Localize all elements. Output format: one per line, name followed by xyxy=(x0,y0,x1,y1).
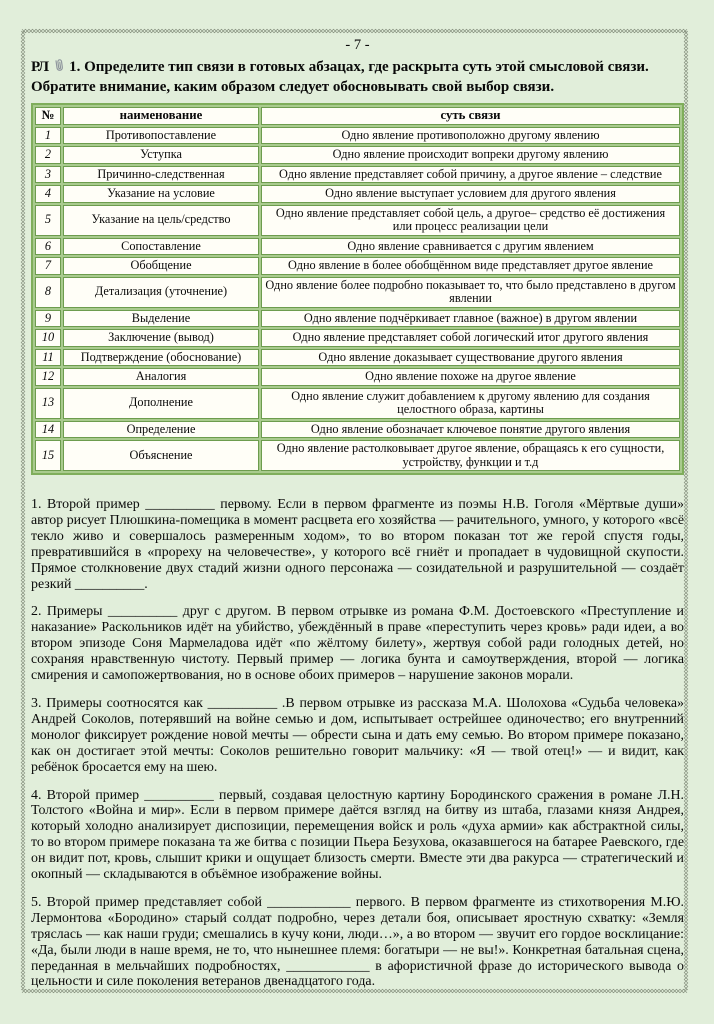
table-row xyxy=(35,127,680,145)
table-row xyxy=(35,440,680,471)
row-number-cell: 9 xyxy=(35,310,61,328)
row-essence-cell: Одно явление в более обобщённом виде представляет другое явление xyxy=(261,257,680,275)
table-row xyxy=(35,238,680,256)
row-name-cell: Уступка xyxy=(63,146,259,164)
exercise-paragraph: 2. Примеры __________ друг с другом. В первом отрывке из романа Ф.М. Достоевского «Преступление и наказание» Раскольников идёт на убийство, убеждённый в праве «переступить через кровь» ради идеи, а во втором эпизоде Соня Мармеладова идёт «по жёлтому билету», жертвуя собой ради голодных детей, но сохраняя нравственную чистоту. Первый пример — логика бунта и самоутверждения, второй — логика смирения и самопожертвования, но в основе обоих примеров – нарушение законов морали. xyxy=(31,604,684,684)
link-types-table-body xyxy=(35,127,680,472)
row-name-cell: Выделение xyxy=(63,310,259,328)
row-name-cell: Объяснение xyxy=(63,440,259,471)
row-essence-cell: Одно явление противоположно другому явлению xyxy=(261,127,680,145)
table-row xyxy=(35,277,680,308)
row-number-cell: 11 xyxy=(35,349,61,367)
row-name-cell: Детализация (уточнение) xyxy=(63,277,259,308)
row-name-cell: Указание на условие xyxy=(63,185,259,203)
row-essence-cell: Одно явление происходит вопреки другому явлению xyxy=(261,146,680,164)
col-header-name: наименование xyxy=(63,107,259,125)
row-essence-cell: Одно явление служит добавлением к другому явлению для создания целостного образа, картины xyxy=(261,388,680,419)
row-essence-cell: Одно явление более подробно показывает то, что было представлено в другом явлении xyxy=(261,277,680,308)
table-row xyxy=(35,388,680,419)
row-name-cell: Заключение (вывод) xyxy=(63,329,259,347)
row-number-cell: 14 xyxy=(35,421,61,439)
table-row xyxy=(35,166,680,184)
row-name-cell: Определение xyxy=(63,421,259,439)
table-row xyxy=(35,185,680,203)
table-row xyxy=(35,329,680,347)
task-title-line1: 1. Определите тип связи в готовых абзацах, где раскрыта суть этой смысловой связи. xyxy=(69,59,649,75)
row-name-cell: Дополнение xyxy=(63,388,259,419)
row-essence-cell: Одно явление доказывает существование другого явления xyxy=(261,349,680,367)
row-essence-cell: Одно явление сравнивается с другим явлением xyxy=(261,238,680,256)
table-header-row xyxy=(35,107,680,125)
row-name-cell: Сопоставление xyxy=(63,238,259,256)
row-name-cell: Причинно-следственная xyxy=(63,166,259,184)
row-number-cell: 6 xyxy=(35,238,61,256)
row-number-cell: 3 xyxy=(35,166,61,184)
task-code-label: РЛ xyxy=(31,59,50,75)
table-row xyxy=(35,146,680,164)
row-essence-cell: Одно явление обозначает ключевое понятие другого явления xyxy=(261,421,680,439)
page-number: - 7 - xyxy=(345,37,370,53)
row-essence-cell: Одно явление представляет собой цель, а другое– средство её достижения или процесс реализации цели xyxy=(261,205,680,236)
row-number-cell: 15 xyxy=(35,440,61,471)
link-types-table xyxy=(31,103,684,475)
row-name-cell: Указание на цель/средство xyxy=(63,205,259,236)
row-essence-cell: Одно явление представляет собой причину, а другое явление – следствие xyxy=(261,166,680,184)
table-row xyxy=(35,310,680,328)
task-title-line2: Обратите внимание, каким образом следует обосновывать свой выбор связи. xyxy=(31,78,555,95)
row-number-cell: 5 xyxy=(35,205,61,236)
table-row xyxy=(35,205,680,236)
row-essence-cell: Одно явление выступает условием для другого явления xyxy=(261,185,680,203)
row-number-cell: 13 xyxy=(35,388,61,419)
table-row xyxy=(35,368,680,386)
row-number-cell: 7 xyxy=(35,257,61,275)
exercise-paragraph: 5. Второй пример представляет собой ____________ первого. В первом фрагменте из стихотворения М.Ю. Лермонтова «Бородино» старый солдат подробно, через детали боя, описывает яростную схватку: «Земля тряслась — как наши груди; смешались в кучу кони, люди…», а во втором — звучит его гордое восклицание: «Да, были люди в наше время, не то, что нынешнее племя: богатыри — не вы!». Конкретная батальная сцена, переданная в мельчайших подробностях, ____________ в афористичной фразе до исторического вывода о цельности и силе поколения ветеранов двенадцатого года. xyxy=(31,894,684,990)
exercise-paragraph: 4. Второй пример __________ первый, создавая целостную картину Бородинского сражения в романе Л.Н. Толстого «Война и мир». Если в первом примере даётся взгляд на битву из штаба, глазами князя Андрея, который холодно анализирует диспозиции, перемещения войск и роль «духа армии» как абстрактной силы, то во втором примере показана та же битва с позиции Пьера Безухова, оказавшегося на батарее Раевского, где он видит пот, кровь, слышит крики и ощущает близость смерти. Вместе эти два ракурса — стратегический и окопный — складываются в объёмное изображение войны. xyxy=(31,787,684,883)
row-number-cell: 4 xyxy=(35,185,61,203)
exercise-paragraph: 1. Второй пример __________ первому. Если в первом фрагменте из поэмы Н.В. Гоголя «Мёртвые души» автор рисует Плюшкина-помещика в момент расцвета его хозяйства — рачительного, умного, у которого «всё текло живо и совершалось размеренным ходом», то во втором показан тот же герой спустя годы, превратившийся в «прореху на человечестве», у которого всё гниёт и пропадает в чудовищной скупости. Прямое столкновение двух стадий жизни одного персонажа — созидательной и разрушительной — создаёт резкий __________. xyxy=(31,497,684,592)
table-row xyxy=(35,257,680,275)
row-essence-cell: Одно явление представляет собой логический итог другого явления xyxy=(261,329,680,347)
table-row xyxy=(35,349,680,367)
exercise-paragraphs xyxy=(31,497,684,990)
row-number-cell: 10 xyxy=(35,329,61,347)
table-row xyxy=(35,421,680,439)
row-essence-cell: Одно явление растолковывает другое явление, обращаясь к его сущности, устройству, функции и т.д xyxy=(261,440,680,471)
col-header-essence: суть связи xyxy=(261,107,680,125)
row-name-cell: Противопоставление xyxy=(63,127,259,145)
task-header xyxy=(31,58,684,96)
row-number-cell: 1 xyxy=(35,127,61,145)
row-number-cell: 12 xyxy=(35,368,61,386)
paperclip-icon xyxy=(52,57,68,79)
row-number-cell: 2 xyxy=(35,146,61,164)
row-name-cell: Аналогия xyxy=(63,368,259,386)
row-essence-cell: Одно явление похоже на другое явление xyxy=(261,368,680,386)
exercise-paragraph: 3. Примеры соотносятся как __________ .В первом отрывке из рассказа М.А. Шолохова «Судьба человека» Андрей Соколов, потерявший на войне семью и дом, испытывает острейшее одиночество; его внутренний монолог фиксирует рождение новой мечты — обрести сына и дать ему семью. Во втором примере показано, как он достигает этой мечты: Соколов решительно говорит мальчику: «Я — твой отец!» — и видит, как ребёнок бросается ему на шею. xyxy=(31,695,684,775)
row-name-cell: Обобщение xyxy=(63,257,259,275)
page-content xyxy=(31,37,684,1002)
row-number-cell: 8 xyxy=(35,277,61,308)
row-name-cell: Подтверждение (обоснование) xyxy=(63,349,259,367)
col-header-number: № xyxy=(35,107,61,125)
row-essence-cell: Одно явление подчёркивает главное (важное) в другом явлении xyxy=(261,310,680,328)
